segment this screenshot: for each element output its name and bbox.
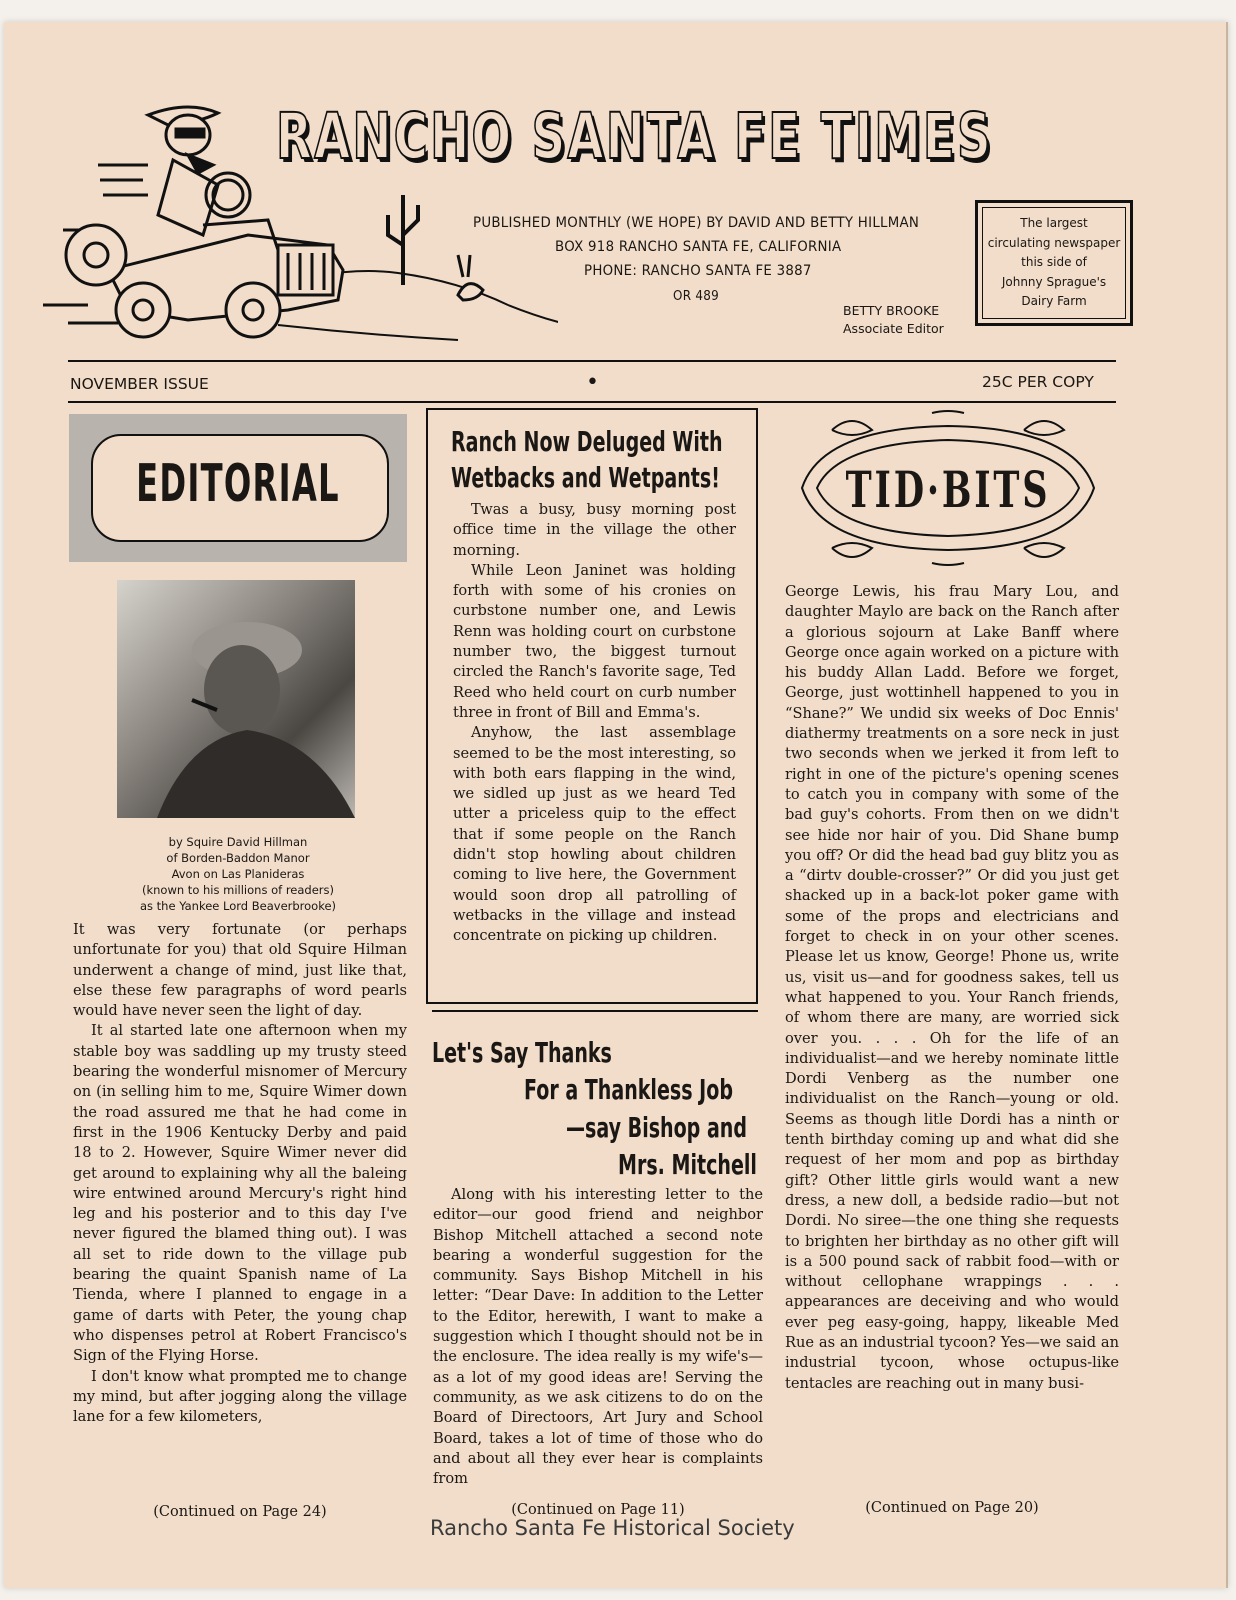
box-line: circulating newspaper bbox=[987, 235, 1121, 250]
wetbacks-paragraph: Twas a busy, busy morning post office time in the village the other morning. bbox=[453, 501, 736, 559]
thanks-body bbox=[433, 1185, 763, 1489]
wetbacks-headline-1: Ranch Now Deluged With bbox=[451, 425, 723, 458]
pub-line-2: BOX 918 RANCHO SANTA FE, CALIFORNIA bbox=[555, 239, 842, 255]
box-line: this side of bbox=[1021, 255, 1087, 269]
associate-name: BETTY BROOKE bbox=[843, 303, 940, 318]
top-rule bbox=[68, 360, 1116, 362]
thanks-headline-3: —say Bishop and bbox=[566, 1111, 747, 1144]
tidbits-continued: (Continued on Page 20) bbox=[865, 1500, 1039, 1516]
pub-line-1: PUBLISHED MONTHLY (WE HOPE) BY DAVID AND BETTY HILLMAN bbox=[473, 215, 920, 231]
box-line: The largest bbox=[1020, 216, 1088, 230]
editorial-paragraph: It was very fortunate (or perhaps unfortunate for you) that old Squire Hilman underwent a change of mind, just like that, else these few paragraphs of word pearls would have never seen the light of day. bbox=[73, 921, 407, 1020]
caption-line: as the Yankee Lord Beaverbrooke) bbox=[139, 899, 337, 913]
thanks-paragraph: Along with his interesting letter to the editor—our good friend and neighbor Bishop Mitchell attached a second note bearing a wonderful suggestion for the community. Says Bishop Mitchell in his letter: “Dear Dave: In addition to the Letter to the Editor, herewith, I want to make a suggestion which I thought should not be in the enclosure. The idea really is my wife's—as a lot of my good ideas are! Serving the community, as we ask citizens to do on the Board of Directoors, Art Jury and School Board, takes a lot of time of those who do and about all they ever hear is complaints from bbox=[433, 1186, 763, 1488]
wetbacks-body bbox=[453, 500, 736, 947]
wetbacks-paragraph: Anyhow, the last assemblage seemed to be the most interesting, so with both ears flapping in the wind, we sidled up just as we heard Ted utter a priceless quip to the effect that if some people on the Ranch didn't stop howling about children coming to live here, the Government would soon drop all patrolling of wetbacks in the village and instead concentrate on picking up children. bbox=[453, 724, 736, 945]
thanks-headline-1: Let's Say Thanks bbox=[432, 1036, 612, 1069]
editorial-body bbox=[73, 920, 407, 1427]
box-line: Dairy Farm bbox=[1021, 294, 1087, 308]
bottom-rule bbox=[68, 401, 1116, 403]
photo-caption bbox=[119, 834, 357, 914]
thanks-headline-2: For a Thankless Job bbox=[524, 1073, 733, 1106]
wetbacks-paragraph: While Leon Janinet was holding forth with some of his cronies on curbstone number one, and Lewis Renn was holding court on curbstone number two, the biggest turnout circled the Ranch's favorite sage, Ted Reed who held court on curb number three in front of Bill and Emma's. bbox=[453, 561, 736, 721]
editorial-title: EDITORIAL bbox=[136, 454, 340, 514]
caption-line: Avon on Las Planideras bbox=[171, 867, 305, 881]
editorial-continued: (Continued on Page 24) bbox=[153, 1504, 327, 1520]
wetbacks-rule bbox=[432, 1010, 758, 1012]
pub-line-3: PHONE: RANCHO SANTA FE 3887 bbox=[584, 263, 812, 279]
thanks-continued: (Continued on Page 11) bbox=[511, 1502, 685, 1518]
price-label: 25C PER COPY bbox=[982, 373, 1094, 391]
pub-line-4: OR 489 bbox=[673, 289, 720, 304]
thanks-headline-4: Mrs. Mitchell bbox=[618, 1148, 757, 1181]
issue-bullet: • bbox=[586, 370, 599, 395]
tidbits-title: TID·BITS bbox=[845, 460, 1051, 519]
editorial-paragraph: It al started late one afternoon when my stable boy was saddling up my trusty steed bearing the wonderful misnomer of Mercury on (in selling him to me, Squire Wimer down the road assured me that he had come in first in the 1906 Kentucky Derby and paid 18 to 2. However, Squire Wimer never did get around to explaining why all the baleing wire entwined around Mercury's right hind leg and his posterior and to this day I've never figured the blamed thing out). I was all set to ride down to the village pub bearing the quaint Spanish name of La Tienda, where I planned to engage in a game of darts with Peter, the young chap who dispenses petrol at Robert Francisco's Sign of the Flying Horse. bbox=[73, 1022, 407, 1365]
box-line: Johnny Sprague's bbox=[1001, 274, 1107, 289]
footer-watermark: Rancho Santa Fe Historical Society bbox=[430, 1516, 795, 1540]
circulation-box bbox=[975, 200, 1133, 326]
caption-line: of Borden-Baddon Manor bbox=[166, 851, 310, 865]
associate-title: Associate Editor bbox=[843, 321, 944, 336]
tidbits-banner bbox=[792, 408, 1104, 566]
author-photo bbox=[117, 580, 355, 818]
issue-label: NOVEMBER ISSUE bbox=[70, 375, 209, 393]
editorial-paragraph: I don't know what prompted me to change my mind, but after jogging along the village lane for a few kilometers, bbox=[73, 1367, 407, 1426]
wetbacks-headline-2: Wetbacks and Wetpants! bbox=[451, 461, 720, 494]
caption-line: by Squire David Hillman bbox=[168, 835, 308, 849]
tidbits-body bbox=[785, 582, 1119, 1394]
masthead-title: RANCHO SANTA FE TIMES bbox=[276, 100, 993, 173]
caption-line: (known to his millions of readers) bbox=[141, 883, 335, 897]
editorial-banner bbox=[69, 414, 407, 562]
portrait-silhouette-icon bbox=[117, 580, 355, 818]
tidbits-paragraph: George Lewis, his frau Mary Lou, and daughter Maylo are back on the Ranch after a glorious sojourn at Lake Banff where George once again worked on a picture with his buddy Allan Ladd. Before we forget, George, just wottinhell happened to you in “Shane?” We undid six weeks of Doc Ennis' diathermy treatments on a sore neck in just two seconds when we jerked it from left to right in one of the picture's opening scenes to catch you in company with some of the bad guy's cohorts. From then on we didn't see hide nor hair of you. Did Shane bump you off? Or did the head bad guy blitz you as a “dirtv double-crosser?” Or did you just get shacked up in a back-lot poker game with some of the props and electricians and forget to check in on your other scenes. Please let us know, George! Phone us, write us, visit us—and for goodness sakes, tell us what happened to you. Your Ranch friends, of whom there are many, are worried sick over you. . . . Oh for the life of an individualist—and we hereby nominate little Dordi Venberg as the number one individualist on the Ranch—young or old. Seems as though litle Dordi has a ninth or tenth birthday coming up and what did she request of her mom and pop as birthday gift? Other little girls would want a new dress, a new doll, a bedside radio—but not Dordi. No siree—the one thing she requests to brighten her birthday as no other gift will is a 500 pound sack of rabbit food—with or without cellophane wrappings . . . appearances are deceiving and who would ever peg easy-going, happy, likeable Med Rue as an industrial tycoon? Yes—we said an industrial tycoon, whose octupus-like tentacles are reaching out in many busi- bbox=[785, 583, 1119, 1392]
